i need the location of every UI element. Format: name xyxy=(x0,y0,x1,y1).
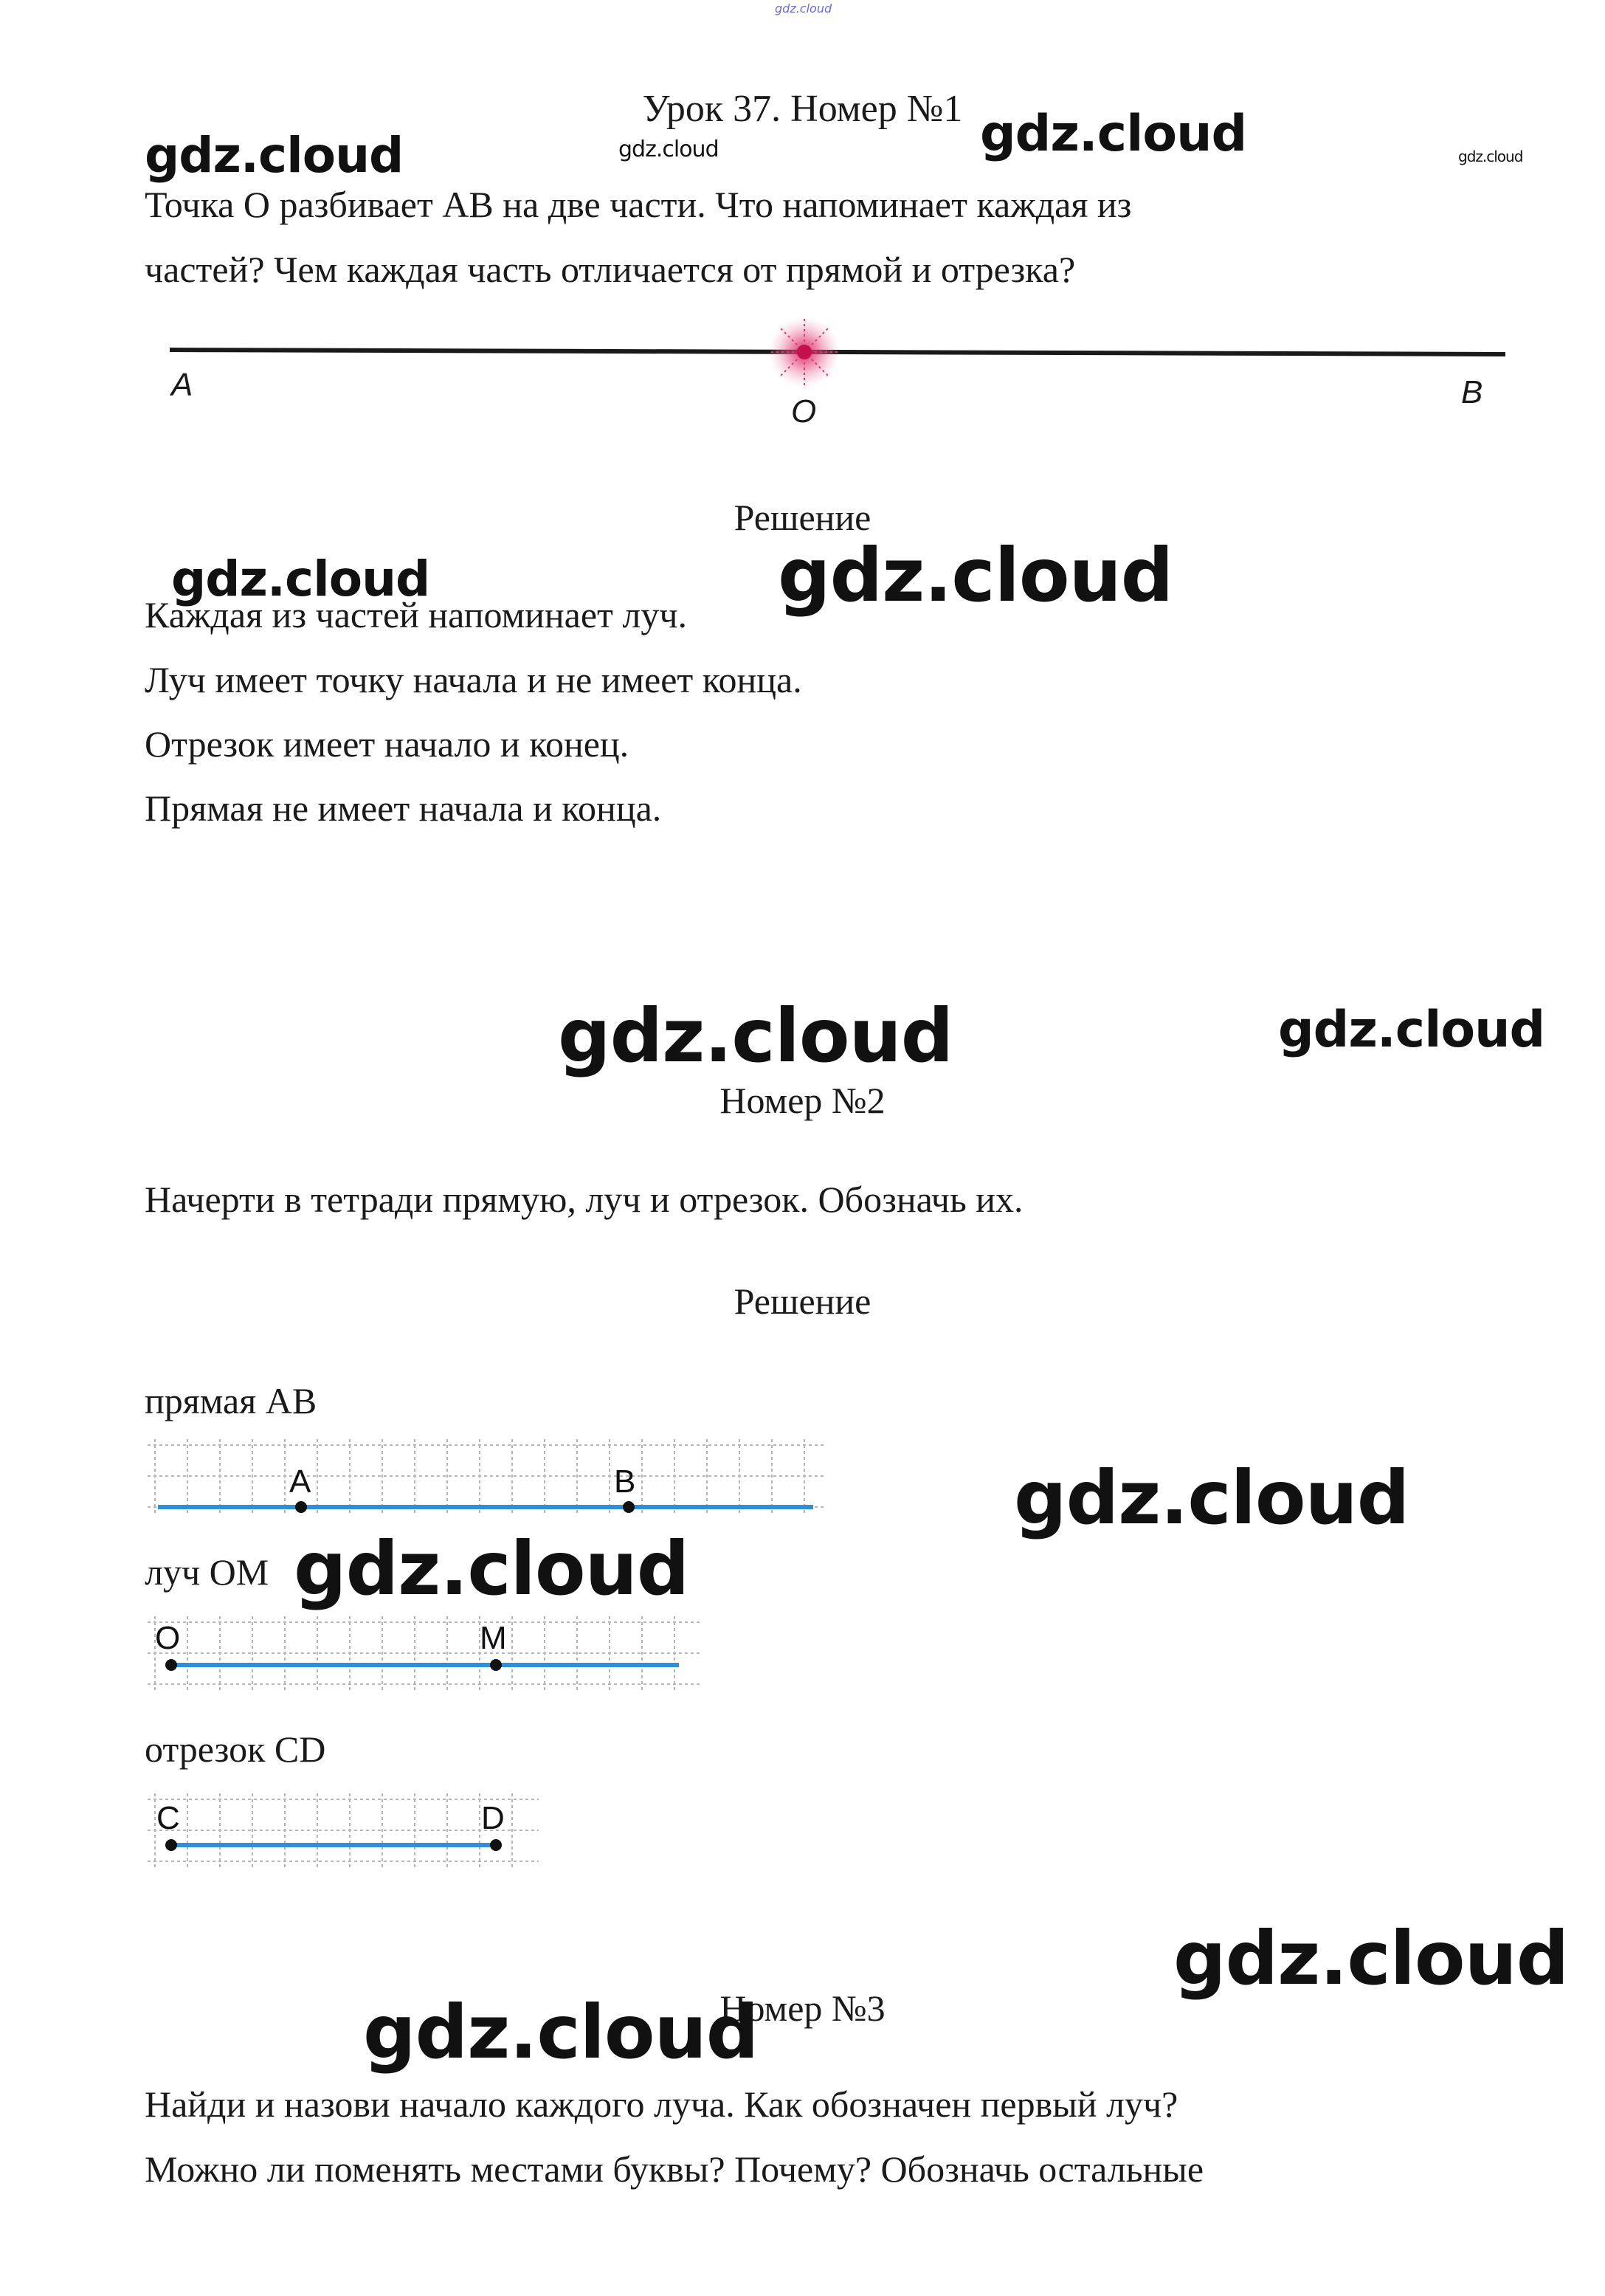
watermark: gdz.cloud xyxy=(1278,1001,1545,1059)
label-ray-m: M xyxy=(480,1620,507,1656)
watermark: gdz.cloud xyxy=(1173,1915,1569,2002)
watermark: gdz.cloud xyxy=(558,993,953,1079)
section-2-title: Номер №2 xyxy=(719,1080,886,1121)
task-3-line-1: Найди и назови начало каждого луча. Как обозначен первый луч? xyxy=(145,2083,1178,2125)
solution-heading-2: Решение xyxy=(734,1280,871,1322)
segment-caption: отрезок CD xyxy=(145,1728,326,1770)
point-o-ray xyxy=(165,1659,177,1671)
label-o: O xyxy=(791,393,817,430)
watermark: gdz.cloud xyxy=(980,105,1247,163)
figure-line-ab xyxy=(148,1439,834,1520)
ray-caption: луч ОМ xyxy=(145,1551,269,1593)
lesson-title: Урок 37. Номер №1 xyxy=(642,88,963,130)
line-caption: прямая АВ xyxy=(145,1380,317,1421)
label-a: A xyxy=(171,367,193,403)
label-b: B xyxy=(1461,374,1483,410)
label-line-a: A xyxy=(289,1464,311,1500)
solution-heading-1: Решение xyxy=(734,497,871,538)
point-b xyxy=(623,1501,635,1513)
top-watermark: gdz.cloud xyxy=(775,1,832,15)
label-line-b: B xyxy=(614,1464,636,1500)
watermark: gdz.cloud xyxy=(1014,1455,1409,1541)
watermark: gdz.cloud xyxy=(778,532,1173,618)
watermark: gdz.cloud xyxy=(618,137,719,162)
figure-segment-cd xyxy=(148,1793,546,1875)
answer-line-2: Луч имеет точку начала и не имеет конца. xyxy=(145,659,802,700)
point-o xyxy=(797,345,812,359)
label-seg-c: C xyxy=(156,1800,180,1836)
answer-line-1: Каждая из частей напоминает луч. xyxy=(145,594,687,635)
point-c xyxy=(165,1839,177,1851)
watermark: gdz.cloud xyxy=(294,1526,689,1612)
point-a xyxy=(295,1501,307,1513)
task-3-line-2: Можно ли поменять местами буквы? Почему? Обозначь остальные xyxy=(145,2148,1204,2190)
point-d xyxy=(490,1839,502,1851)
figure-line-ab-point-o xyxy=(162,310,1520,443)
answer-line-3: Отрезок имеет начало и конец. xyxy=(145,723,629,765)
watermark: gdz.cloud xyxy=(145,127,404,184)
figure-ray-om xyxy=(148,1616,708,1697)
answer-line-4: Прямая не имеет начала и конца. xyxy=(145,787,662,829)
watermark: gdz.cloud xyxy=(171,551,430,607)
label-seg-d: D xyxy=(481,1800,505,1836)
watermark: gdz.cloud xyxy=(1458,148,1523,165)
task-1-line-2: частей? Чем каждая часть отличается от прямой и отрезка? xyxy=(145,249,1076,290)
watermark: gdz.cloud xyxy=(363,1989,759,2075)
task-2: Начерти в тетради прямую, луч и отрезок. Обозначь их. xyxy=(145,1179,1024,1220)
label-ray-o: O xyxy=(155,1620,181,1656)
point-m xyxy=(490,1659,502,1671)
task-1-line-1: Точка О разбивает АВ на две части. Что напоминает каждая из xyxy=(145,184,1132,225)
section-3-title: Номер №3 xyxy=(719,1988,886,2029)
